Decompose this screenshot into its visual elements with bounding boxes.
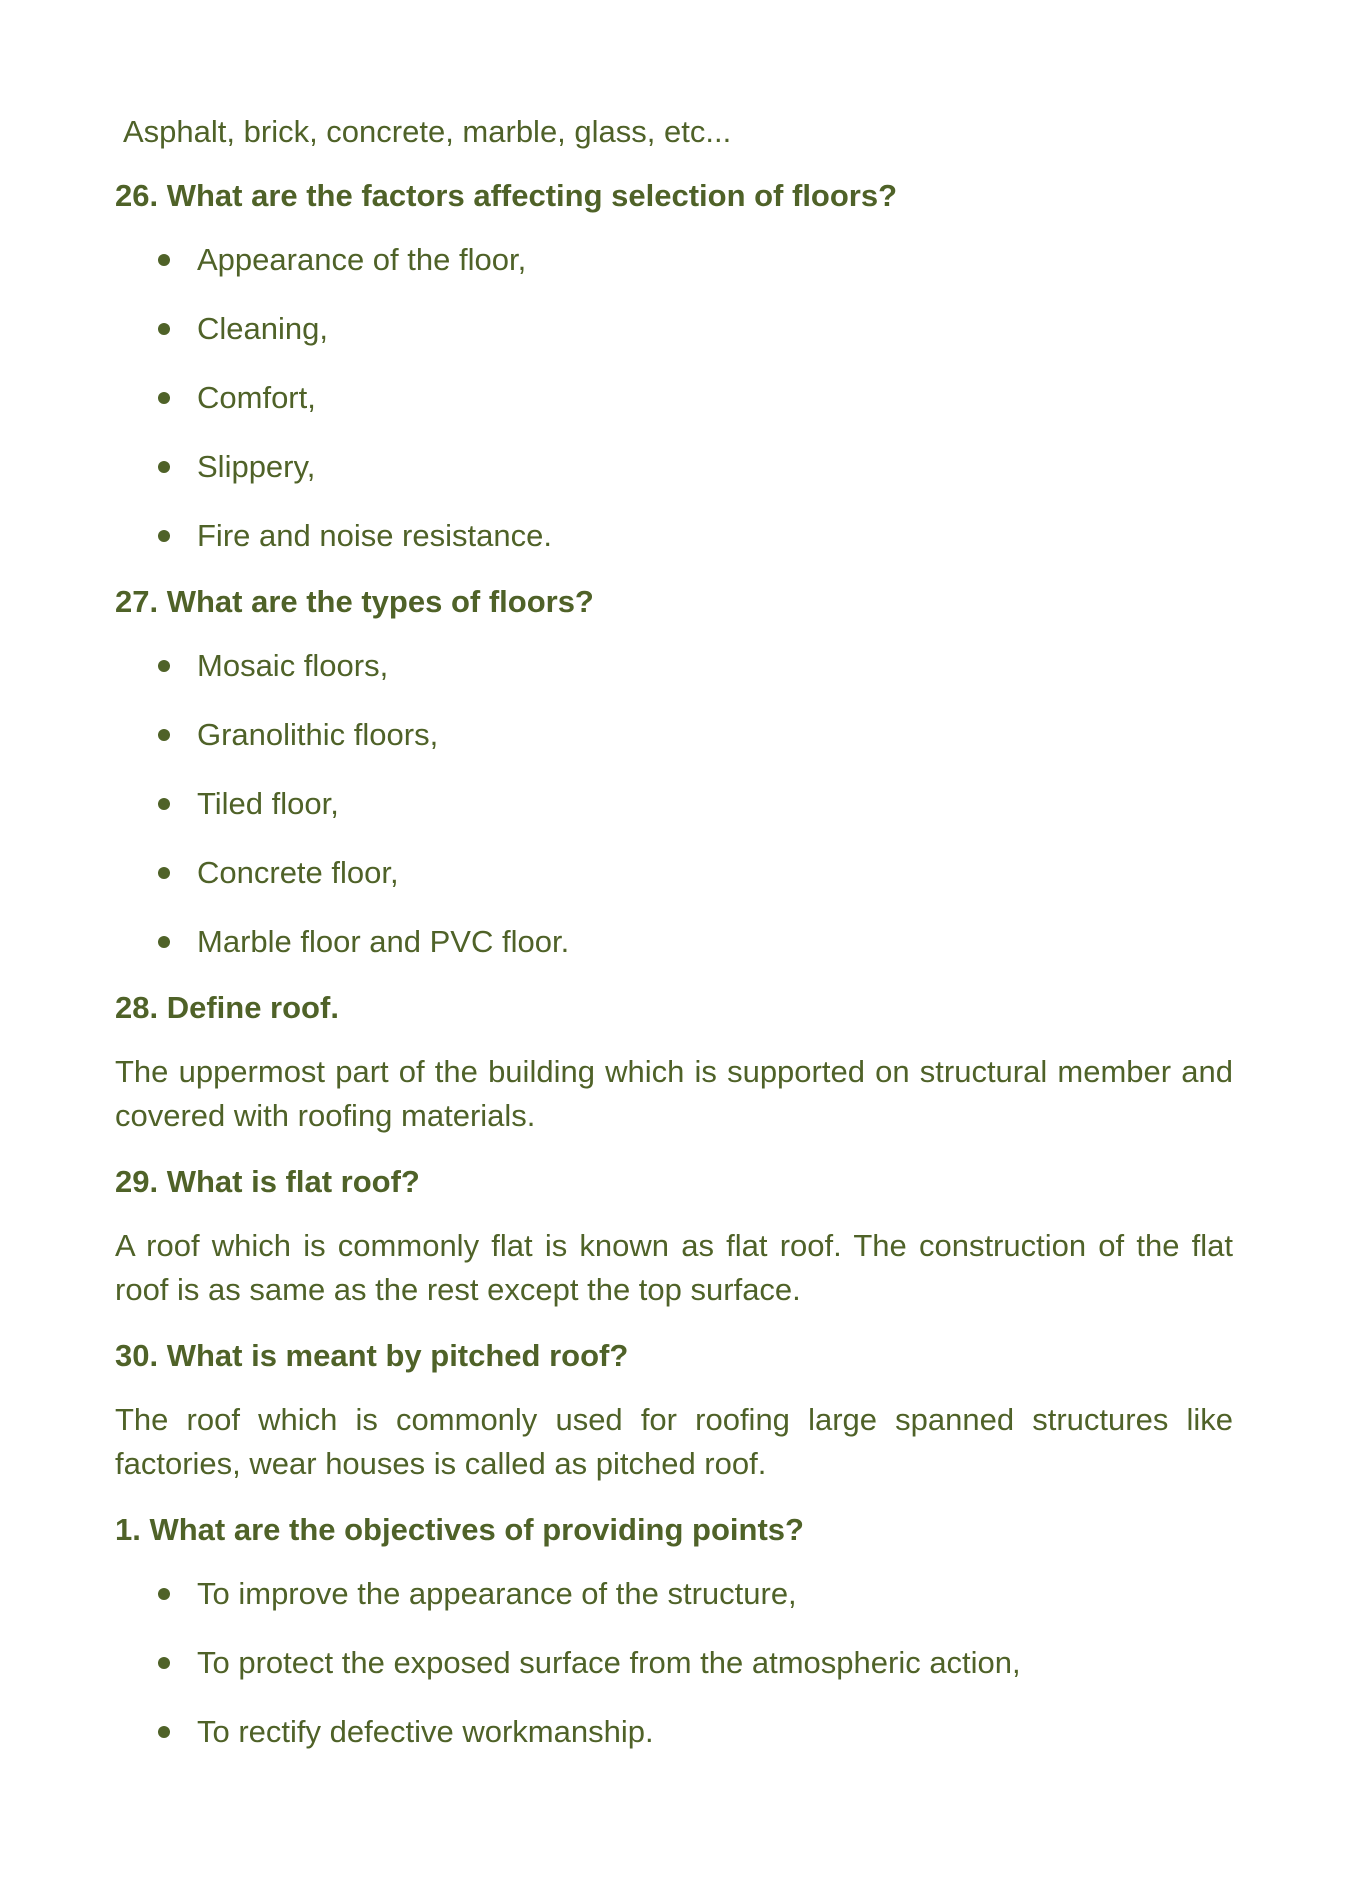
list-item [115,1710,1233,1754]
bullet-icon [158,729,170,741]
list-item [115,920,1233,964]
question-30-answer: The roof which is commonly used for roofing large spanned structures like factories, wear houses is called as pitched roof. [115,1402,1233,1481]
list-item [115,1572,1233,1616]
document-page [115,110,1233,1776]
list-item-text: To protect the exposed surface from the atmospheric action, [197,1645,1021,1680]
list-item-text: Comfort, [197,380,316,415]
bullet-icon [158,936,170,948]
question-26-heading: 26. What are the factors affecting selection of floors? [115,178,898,213]
list-item [115,1641,1233,1685]
bullet-icon [158,660,170,672]
list-item-text: To improve the appearance of the structure, [197,1576,797,1611]
bullet-icon [158,1726,170,1738]
list-item [115,238,1233,282]
list-item-text: Fire and noise resistance. [197,518,552,553]
question-28-answer: The uppermost part of the building which is supported on structural member and covered with roofing materials. [115,1054,1233,1133]
list-item [115,713,1233,757]
list-item [115,782,1233,826]
intro-text: Asphalt, brick, concrete, marble, glass, etc... [123,114,732,149]
list-item-text: Granolithic floors, [197,717,439,752]
list-item [115,851,1233,895]
question-1-list [115,1572,1233,1754]
bullet-icon [158,1588,170,1600]
question-27-heading: 27. What are the types of floors? [115,584,594,619]
bullet-icon [158,392,170,404]
list-item-text: To rectify defective workmanship. [197,1714,654,1749]
list-item-text: Appearance of the floor, [197,242,527,277]
list-item-text: Marble floor and PVC floor. [197,924,570,959]
question-28-heading: 28. Define roof. [115,990,339,1025]
list-item-text: Cleaning, [197,311,328,346]
question-29-heading: 29. What is flat roof? [115,1164,420,1199]
list-item-text: Tiled floor, [197,786,339,821]
list-item-text: Concrete floor, [197,855,399,890]
question-26-list [115,238,1233,558]
bullet-icon [158,254,170,266]
list-item [115,644,1233,688]
question-30-heading: 30. What is meant by pitched roof? [115,1338,629,1373]
list-item-text: Slippery, [197,449,316,484]
bullet-icon [158,867,170,879]
bullet-icon [158,798,170,810]
bullet-icon [158,461,170,473]
question-27-list [115,644,1233,964]
list-item [115,514,1233,558]
list-item [115,376,1233,420]
question-29-answer: A roof which is commonly flat is known as flat roof. The construction of the flat roof is as same as the rest except the top surface. [115,1228,1233,1307]
bullet-icon [158,530,170,542]
bullet-icon [158,323,170,335]
list-item [115,445,1233,489]
list-item-text: Mosaic floors, [197,648,389,683]
list-item [115,307,1233,351]
bullet-icon [158,1657,170,1669]
question-1-heading: 1. What are the objectives of providing points? [115,1512,804,1547]
